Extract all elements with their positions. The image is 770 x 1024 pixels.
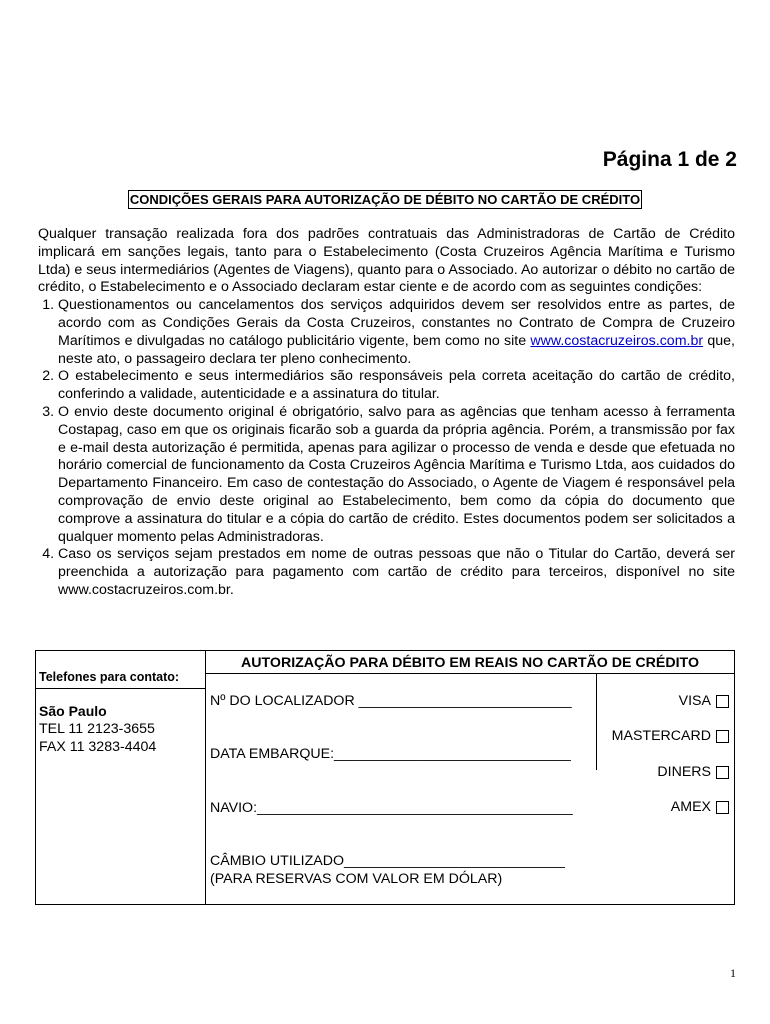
condition-item-2: 2. O estabelecimento e seus intermediários são responsáveis pela correta aceitação do cartão de crédito, conferindo a validade, autenticidade e a assinatura do titular. bbox=[58, 368, 735, 404]
contact-phone: TEL 11 2123-3655 bbox=[39, 721, 155, 737]
checkbox-mastercard[interactable] bbox=[716, 730, 729, 743]
card-option-amex[interactable] bbox=[671, 799, 729, 815]
contacts-title: Telefones para contato: bbox=[39, 670, 180, 684]
condition-1-text: Questionamentos ou cancelamentos dos serviços adquiridos devem ser resolvidos entre as partes, de acordo com as Condições Gerais da Costa Cruzeiros, constantes no Contrato de Compra de Cruzeiro Marítimos e divulgadas no catálogo publicitário vigente, bem como no site bbox=[58, 297, 735, 349]
card-label-mastercard: MASTERCARD bbox=[611, 728, 711, 744]
condition-item-4: 4. Caso os serviços sejam prestados em nome de outras pessoas que não o Titular do Cartão, deverá ser preenchida a autorização para pagamento com cartão de crédito para terceiros, disponível no site www.costacruzeiros.com.br. bbox=[58, 546, 735, 599]
localizador-field[interactable]: Nº DO LOCALIZADOR ___________________________ bbox=[210, 693, 572, 709]
card-option-diners[interactable] bbox=[657, 764, 729, 780]
card-label-diners: DINERS bbox=[657, 764, 711, 780]
authorization-form bbox=[35, 650, 735, 905]
contact-city: São Paulo bbox=[39, 703, 107, 719]
condition-item-1 bbox=[58, 297, 735, 368]
condition-item-3: 3. O envio deste documento original é obrigatório, salvo para as agências que tenham acesso à ferramenta Costapag, caso em que os originais ficarão sob a guarda da própria agência. Porém, a transmissão por fax e e-mail desta autorização é permitida, apenas para agilizar o processo de venda e desde que efetuada no horário comercial de funcionamento da Costa Cruzeiros Agência Marítima e Turismo Ltda, aos cuidados do Departamento Financeiro. Em caso de contestação do Associado, o Agente de Viagem é responsável pela comprovação de envio deste original ao Estabelecimento, bem como da cópia do documento que comprove a assinatura do titular e a cópia do cartão de crédito. Estes documentos podem ser solicitados a qualquer momento pelas Administradoras. bbox=[58, 404, 735, 546]
document-heading: CONDIÇÕES GERAIS PARA AUTORIZAÇÃO DE DÉBITO NO CARTÃO DE CRÉDITO bbox=[129, 192, 641, 207]
cards-column-divider bbox=[596, 673, 597, 770]
contacts-column bbox=[36, 651, 206, 904]
card-option-visa[interactable] bbox=[679, 693, 729, 709]
footer-page-number: 1 bbox=[730, 966, 736, 980]
checkbox-amex[interactable] bbox=[716, 801, 729, 814]
condition-1-tail: que, neste ato, o passageiro declara ter pleno conhecimento. bbox=[58, 332, 735, 367]
conditions-list bbox=[38, 297, 735, 600]
conditions-body bbox=[38, 226, 735, 600]
checkbox-visa[interactable] bbox=[716, 695, 729, 708]
site-link[interactable]: www.costacruzeiros.com.br bbox=[530, 332, 704, 349]
heading-container bbox=[36, 190, 734, 209]
embarque-field[interactable]: DATA EMBARQUE:______________________________ bbox=[210, 746, 571, 762]
page-number-label: Página 1 de 2 bbox=[602, 148, 737, 171]
contacts-divider bbox=[36, 688, 205, 689]
card-label-visa: VISA bbox=[678, 693, 711, 709]
cambio-field[interactable]: CÂMBIO UTILIZADO____________________________ bbox=[210, 853, 565, 869]
navio-field[interactable]: NAVIO:________________________________________ bbox=[210, 800, 573, 816]
cambio-note: (PARA RESERVAS COM VALOR EM DÓLAR) bbox=[210, 871, 503, 887]
card-option-mastercard[interactable] bbox=[612, 728, 729, 744]
intro-paragraph: Qualquer transação realizada fora dos padrões contratuais das Administradoras de Cartão de Crédito implicará em sanções legais, tanto para o Estabelecimento (Costa Cruzeiros Agência Marítima e Turismo Ltda) e seus intermediários (Agentes de Viagens), quanto para o Associado. Ao autorizar o débito no cartão de crédito, o Estabelecimento e o Associado declaram estar ciente e de acordo com as seguintes condições: bbox=[38, 226, 735, 296]
checkbox-diners[interactable] bbox=[716, 766, 729, 779]
card-label-amex: AMEX bbox=[670, 799, 711, 815]
contact-fax: FAX 11 3283-4404 bbox=[39, 739, 157, 755]
authorization-title: AUTORIZAÇÃO PARA DÉBITO EM REAIS NO CARTÃO DE CRÉDITO bbox=[206, 651, 734, 674]
